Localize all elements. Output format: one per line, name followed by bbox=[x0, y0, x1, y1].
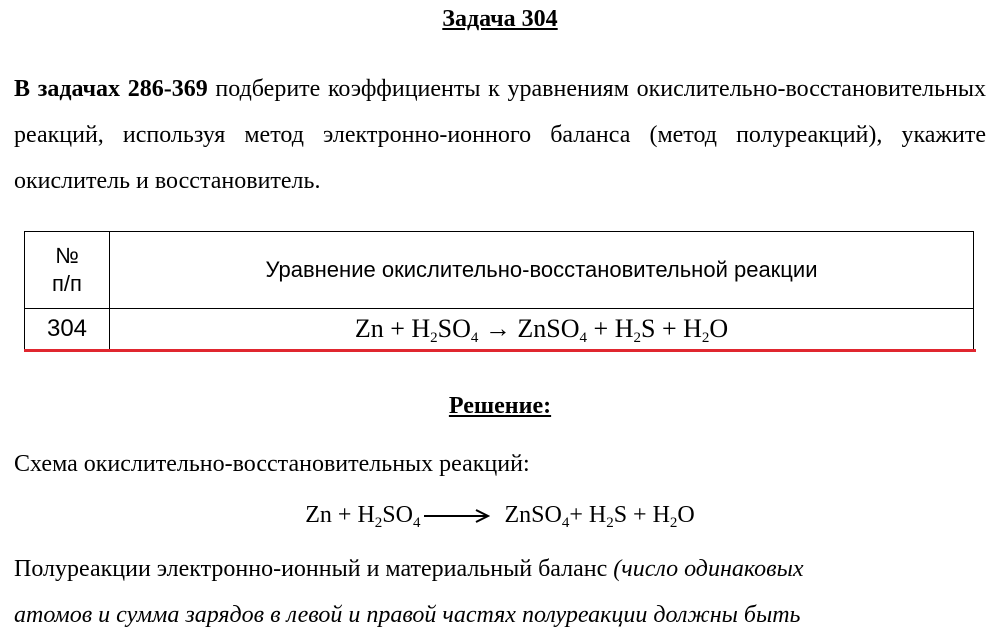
page-title: Задача 304 bbox=[442, 6, 558, 32]
table-header-row bbox=[25, 232, 974, 309]
intro-text: подберите коэффициенты к уравнениям окислительно-восстановительных реакций, используя метод электронно-ионного баланса (метод полуреакций), укажите окислитель и восстановитель. bbox=[14, 76, 987, 194]
task-intro bbox=[14, 66, 986, 204]
header-number-abbrev: п/п bbox=[52, 271, 82, 296]
reaction-arrow-icon bbox=[424, 509, 490, 523]
halfreactions-main: Полуреакции электронно-ионный и материальный баланс bbox=[14, 556, 614, 582]
scheme-equation: $Zn + H_2SO_4$ ZnSO$_4$+ $H_2S + H_2O$ bbox=[305, 502, 695, 531]
red-underline bbox=[24, 349, 976, 352]
task-table bbox=[24, 231, 974, 350]
solution-title: Решение: bbox=[448, 393, 552, 419]
table-row bbox=[25, 309, 974, 350]
header-number-symbol: № bbox=[55, 243, 79, 268]
table-header-number bbox=[25, 232, 110, 309]
halfreactions-continuation: атомов и сумма зарядов в левой и правой частях полуреакции должны быть bbox=[14, 602, 801, 628]
scheme-label: Схема окислительно-восстановительных реакций: bbox=[14, 451, 530, 477]
halfreactions-text bbox=[14, 556, 803, 583]
row-number: 304 bbox=[25, 309, 110, 350]
row-equation: $Zn + H_2SO_4$ → ZnSO$_4$ + $H_2S + H_2O$ bbox=[110, 309, 974, 350]
halfreactions-note: (число одинаковых bbox=[613, 556, 804, 582]
table-header-equation: Уравнение окислительно-восстановительной реакции bbox=[110, 232, 974, 309]
intro-lead: В задачах 286-369 bbox=[14, 76, 208, 102]
